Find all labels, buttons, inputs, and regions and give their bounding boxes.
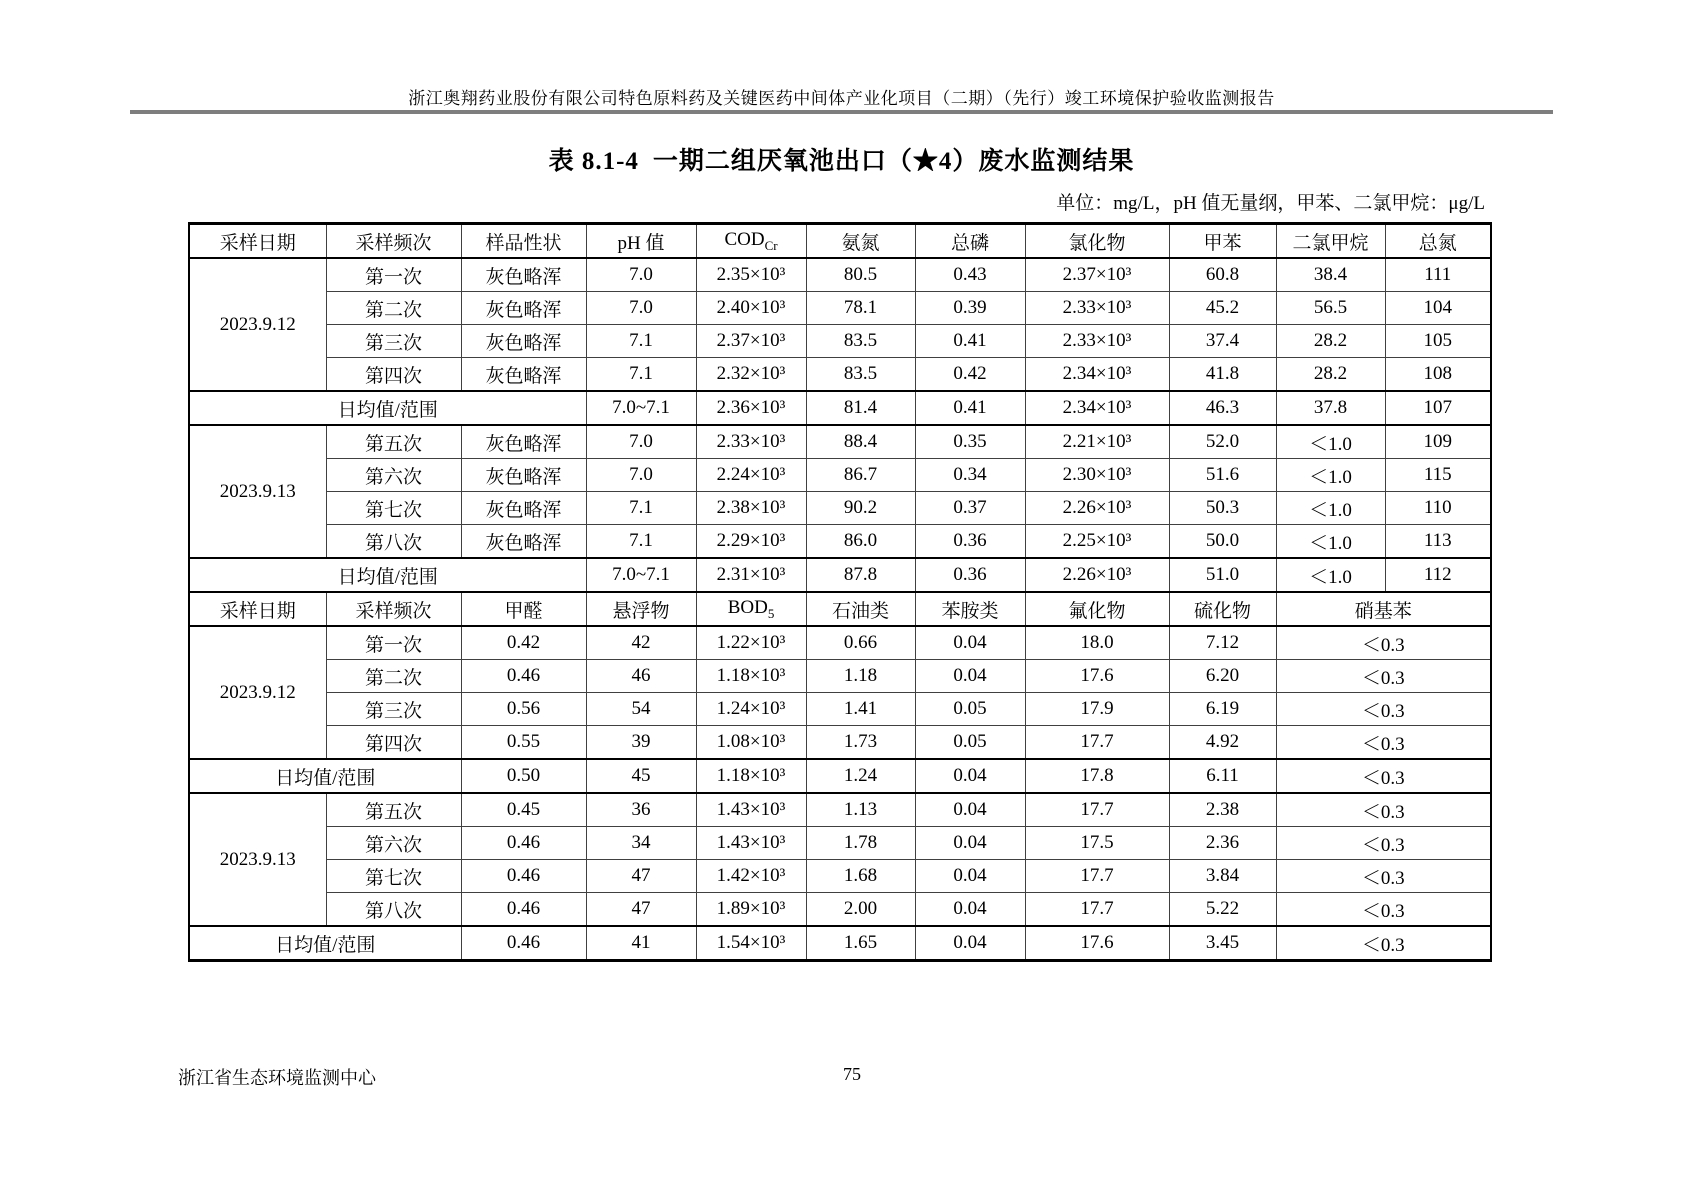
table-header-row bbox=[189, 592, 1491, 626]
table-cell: ＜1.0 bbox=[1276, 492, 1385, 525]
table-cell: 2.29×10³ bbox=[696, 525, 806, 559]
table-cell: 6.20 bbox=[1169, 660, 1276, 693]
table-cell: 46 bbox=[586, 660, 696, 693]
table-cell: 83.5 bbox=[806, 325, 915, 358]
table-cell: 第六次 bbox=[326, 459, 461, 492]
table-cell: 2.37×10³ bbox=[696, 325, 806, 358]
bod-subscript: 5 bbox=[767, 605, 775, 621]
table-cell: 50.3 bbox=[1169, 492, 1276, 525]
table-cell: 7.1 bbox=[586, 358, 696, 392]
table-cell: ＜1.0 bbox=[1276, 425, 1385, 459]
column-header-sample-frequency: 采样频次 bbox=[326, 224, 461, 259]
table-cell: 34 bbox=[586, 827, 696, 860]
table-cell: 2.25×10³ bbox=[1025, 525, 1169, 559]
table-cell: 17.7 bbox=[1025, 726, 1169, 760]
table-cell: 2.34×10³ bbox=[1025, 391, 1169, 425]
table-cell: 灰色略浑 bbox=[461, 425, 586, 459]
table-cell: 105 bbox=[1385, 325, 1491, 358]
table-cell: 2.26×10³ bbox=[1025, 492, 1169, 525]
table-cell: 47 bbox=[586, 893, 696, 927]
table-cell: 51.0 bbox=[1169, 558, 1276, 592]
table-cell: 第三次 bbox=[326, 693, 461, 726]
table-cell: 0.36 bbox=[915, 558, 1025, 592]
table-cell: 17.6 bbox=[1025, 660, 1169, 693]
table-cell: 2.36×10³ bbox=[696, 391, 806, 425]
table-cell: 47 bbox=[586, 860, 696, 893]
table-cell: 0.46 bbox=[461, 827, 586, 860]
table-cell: 7.0 bbox=[586, 292, 696, 325]
table-cell: ＜0.3 bbox=[1276, 759, 1491, 793]
table-cell: 1.68 bbox=[806, 860, 915, 893]
table-cell: 7.1 bbox=[586, 325, 696, 358]
table-cell: 7.0~7.1 bbox=[586, 558, 696, 592]
column-header-cod bbox=[696, 224, 806, 259]
table-cell: 1.54×10³ bbox=[696, 926, 806, 961]
table-cell: 1.78 bbox=[806, 827, 915, 860]
table-cell: ＜0.3 bbox=[1276, 793, 1491, 827]
table-cell: 0.04 bbox=[915, 893, 1025, 927]
table-cell: 1.24 bbox=[806, 759, 915, 793]
daily-average-row bbox=[189, 391, 1491, 425]
table-cell: 2.36 bbox=[1169, 827, 1276, 860]
table-cell: 第一次 bbox=[326, 258, 461, 292]
table-cell: 60.8 bbox=[1169, 258, 1276, 292]
column-header-sample-date: 采样日期 bbox=[189, 224, 326, 259]
table-cell: 3.84 bbox=[1169, 860, 1276, 893]
table-cell: 2.30×10³ bbox=[1025, 459, 1169, 492]
table-cell: 1.73 bbox=[806, 726, 915, 760]
table-cell: 115 bbox=[1385, 459, 1491, 492]
table-cell: 83.5 bbox=[806, 358, 915, 392]
table-cell: ＜1.0 bbox=[1276, 558, 1385, 592]
table-cell: 0.36 bbox=[915, 525, 1025, 559]
table-cell: 0.45 bbox=[461, 793, 586, 827]
table-cell: 1.24×10³ bbox=[696, 693, 806, 726]
table-row bbox=[189, 525, 1491, 559]
cod-label: COD bbox=[724, 228, 765, 250]
table-cell: 4.92 bbox=[1169, 726, 1276, 760]
table-row bbox=[189, 358, 1491, 392]
table-cell: 灰色略浑 bbox=[461, 525, 586, 559]
table-cell: ＜0.3 bbox=[1276, 827, 1491, 860]
table-cell: 灰色略浑 bbox=[461, 292, 586, 325]
table-cell: 7.1 bbox=[586, 525, 696, 559]
table-cell: 107 bbox=[1385, 391, 1491, 425]
table-cell: 0.04 bbox=[915, 860, 1025, 893]
table-row bbox=[189, 492, 1491, 525]
table-cell: 第六次 bbox=[326, 827, 461, 860]
table-cell: 1.08×10³ bbox=[696, 726, 806, 760]
table-cell: 46.3 bbox=[1169, 391, 1276, 425]
table-cell: 7.0 bbox=[586, 459, 696, 492]
table-cell: 第七次 bbox=[326, 492, 461, 525]
table-cell: 5.22 bbox=[1169, 893, 1276, 927]
table-cell: 41 bbox=[586, 926, 696, 961]
table-cell: 17.5 bbox=[1025, 827, 1169, 860]
table-title-text: 一期二组厌氧池出口（★4）废水监测结果 bbox=[652, 148, 1135, 175]
table-cell: 87.8 bbox=[806, 558, 915, 592]
table-row bbox=[189, 325, 1491, 358]
table-cell: 0.41 bbox=[915, 391, 1025, 425]
table-cell: 78.1 bbox=[806, 292, 915, 325]
column-header-petroleum: 石油类 bbox=[806, 592, 915, 626]
table-cell: 0.05 bbox=[915, 726, 1025, 760]
table-cell: 0.42 bbox=[461, 626, 586, 660]
table-cell: 第八次 bbox=[326, 893, 461, 927]
column-header-bod bbox=[696, 592, 806, 626]
table-cell: 37.4 bbox=[1169, 325, 1276, 358]
table-cell: 1.41 bbox=[806, 693, 915, 726]
table-cell: 2.38 bbox=[1169, 793, 1276, 827]
table-cell: 0.46 bbox=[461, 860, 586, 893]
table-cell: 17.6 bbox=[1025, 926, 1169, 961]
table-cell: 17.7 bbox=[1025, 893, 1169, 927]
table-cell: 灰色略浑 bbox=[461, 258, 586, 292]
table-cell: 1.89×10³ bbox=[696, 893, 806, 927]
table-cell: 第三次 bbox=[326, 325, 461, 358]
table-cell: 86.0 bbox=[806, 525, 915, 559]
table-cell: 2.33×10³ bbox=[696, 425, 806, 459]
table-cell: 1.18 bbox=[806, 660, 915, 693]
table-cell: 81.4 bbox=[806, 391, 915, 425]
table-cell: 28.2 bbox=[1276, 325, 1385, 358]
table-cell: 7.12 bbox=[1169, 626, 1276, 660]
table-number: 表 8.1-4 bbox=[548, 148, 639, 175]
table-cell: 6.11 bbox=[1169, 759, 1276, 793]
table-cell: 1.22×10³ bbox=[696, 626, 806, 660]
table-cell: 108 bbox=[1385, 358, 1491, 392]
page-number: 75 bbox=[843, 1064, 861, 1084]
column-header-appearance: 样品性状 bbox=[461, 224, 586, 259]
table-cell: ＜0.3 bbox=[1276, 726, 1491, 760]
column-header-nitrobenzene: 硝基苯 bbox=[1276, 592, 1491, 626]
column-header-sulfide: 硫化物 bbox=[1169, 592, 1276, 626]
table-cell: 0.66 bbox=[806, 626, 915, 660]
table-cell: 54 bbox=[586, 693, 696, 726]
table-cell: 37.8 bbox=[1276, 391, 1385, 425]
column-header-sample-date: 采样日期 bbox=[189, 592, 326, 626]
table-row bbox=[189, 626, 1491, 660]
table-cell: 灰色略浑 bbox=[461, 358, 586, 392]
table-cell: 50.0 bbox=[1169, 525, 1276, 559]
column-header-chloride: 氯化物 bbox=[1025, 224, 1169, 259]
table-cell: 0.39 bbox=[915, 292, 1025, 325]
footer-organization: 浙江省生态环境监测中心 bbox=[178, 1068, 376, 1088]
table-row bbox=[189, 258, 1491, 292]
table-cell: 38.4 bbox=[1276, 258, 1385, 292]
table-cell: 2.33×10³ bbox=[1025, 292, 1169, 325]
table-cell: 2.31×10³ bbox=[696, 558, 806, 592]
column-header-ammonia: 氨氮 bbox=[806, 224, 915, 259]
table-row bbox=[189, 693, 1491, 726]
table-cell: 灰色略浑 bbox=[461, 459, 586, 492]
table-cell: 0.56 bbox=[461, 693, 586, 726]
table-cell: ＜0.3 bbox=[1276, 660, 1491, 693]
table-cell: 7.1 bbox=[586, 492, 696, 525]
column-header-total-phosphorus: 总磷 bbox=[915, 224, 1025, 259]
table-cell: 0.35 bbox=[915, 425, 1025, 459]
table-row bbox=[189, 459, 1491, 492]
table-cell: 2.26×10³ bbox=[1025, 558, 1169, 592]
table-cell: 113 bbox=[1385, 525, 1491, 559]
cod-subscript: Cr bbox=[764, 237, 778, 253]
table-cell: 17.9 bbox=[1025, 693, 1169, 726]
sample-date-cell: 2023.9.12 bbox=[189, 258, 326, 391]
table-cell: ＜0.3 bbox=[1276, 860, 1491, 893]
table-cell: ＜0.3 bbox=[1276, 926, 1491, 961]
table-cell: 110 bbox=[1385, 492, 1491, 525]
table-cell: 0.04 bbox=[915, 926, 1025, 961]
table-cell: 2.35×10³ bbox=[696, 258, 806, 292]
table-cell: 86.7 bbox=[806, 459, 915, 492]
table-cell: 0.04 bbox=[915, 827, 1025, 860]
table-cell: 第五次 bbox=[326, 425, 461, 459]
table-cell: 2.32×10³ bbox=[696, 358, 806, 392]
column-header-fluoride: 氟化物 bbox=[1025, 592, 1169, 626]
table-cell: 0.41 bbox=[915, 325, 1025, 358]
table-cell: 80.5 bbox=[806, 258, 915, 292]
table-cell: 17.7 bbox=[1025, 860, 1169, 893]
bod-label: BOD bbox=[727, 596, 768, 618]
table-row bbox=[189, 726, 1491, 760]
table-cell: 17.8 bbox=[1025, 759, 1169, 793]
daily-average-row bbox=[189, 558, 1491, 592]
table-cell: 灰色略浑 bbox=[461, 325, 586, 358]
column-header-dichloromethane: 二氯甲烷 bbox=[1276, 224, 1385, 259]
table-cell: 51.6 bbox=[1169, 459, 1276, 492]
table-cell: 45 bbox=[586, 759, 696, 793]
daily-average-row bbox=[189, 926, 1491, 961]
table-cell: 第二次 bbox=[326, 660, 461, 693]
table-cell: 1.43×10³ bbox=[696, 827, 806, 860]
table-cell: 6.19 bbox=[1169, 693, 1276, 726]
table-cell: 104 bbox=[1385, 292, 1491, 325]
table-cell: 41.8 bbox=[1169, 358, 1276, 392]
table-cell: ＜0.3 bbox=[1276, 893, 1491, 927]
table-cell: 39 bbox=[586, 726, 696, 760]
table-cell: ＜0.3 bbox=[1276, 693, 1491, 726]
table-cell: 28.2 bbox=[1276, 358, 1385, 392]
table-cell: 2.34×10³ bbox=[1025, 358, 1169, 392]
daily-average-row bbox=[189, 759, 1491, 793]
table-cell: 0.42 bbox=[915, 358, 1025, 392]
table-cell: 0.04 bbox=[915, 660, 1025, 693]
daily-average-label: 日均值/范围 bbox=[189, 391, 586, 425]
table-cell: 第二次 bbox=[326, 292, 461, 325]
table-cell: 1.18×10³ bbox=[696, 660, 806, 693]
table-row bbox=[189, 827, 1491, 860]
sample-date-cell: 2023.9.13 bbox=[189, 425, 326, 558]
table-cell: 0.46 bbox=[461, 660, 586, 693]
table-cell: 0.43 bbox=[915, 258, 1025, 292]
table-cell: 7.0 bbox=[586, 258, 696, 292]
table-row bbox=[189, 860, 1491, 893]
table-cell: 56.5 bbox=[1276, 292, 1385, 325]
table-row bbox=[189, 660, 1491, 693]
table-cell: 第七次 bbox=[326, 860, 461, 893]
table-cell: 2.00 bbox=[806, 893, 915, 927]
table-cell: 90.2 bbox=[806, 492, 915, 525]
table-cell: 1.65 bbox=[806, 926, 915, 961]
table-cell: 第一次 bbox=[326, 626, 461, 660]
table-cell: 111 bbox=[1385, 258, 1491, 292]
table-cell: 0.55 bbox=[461, 726, 586, 760]
daily-average-label: 日均值/范围 bbox=[189, 759, 461, 793]
table-row bbox=[189, 425, 1491, 459]
table-cell: 2.33×10³ bbox=[1025, 325, 1169, 358]
table-row bbox=[189, 292, 1491, 325]
table-cell: 7.0 bbox=[586, 425, 696, 459]
table-cell: 3.45 bbox=[1169, 926, 1276, 961]
table-cell: 0.46 bbox=[461, 926, 586, 961]
sample-date-cell: 2023.9.12 bbox=[189, 626, 326, 759]
table-cell: 17.7 bbox=[1025, 793, 1169, 827]
table-cell: 第五次 bbox=[326, 793, 461, 827]
sample-date-cell: 2023.9.13 bbox=[189, 793, 326, 926]
table-cell: 52.0 bbox=[1169, 425, 1276, 459]
table-cell: 2.40×10³ bbox=[696, 292, 806, 325]
table-cell: 1.18×10³ bbox=[696, 759, 806, 793]
table-cell: 0.05 bbox=[915, 693, 1025, 726]
monitoring-results-table bbox=[188, 222, 1492, 962]
table-cell: 2.38×10³ bbox=[696, 492, 806, 525]
page-title bbox=[0, 141, 1683, 177]
table-cell: 1.13 bbox=[806, 793, 915, 827]
table-cell: 1.42×10³ bbox=[696, 860, 806, 893]
table-cell: 灰色略浑 bbox=[461, 492, 586, 525]
unit-note: 单位：mg/L，pH 值无量纲，甲苯、二氯甲烷：μg/L bbox=[1056, 193, 1485, 214]
table-cell: 0.04 bbox=[915, 793, 1025, 827]
column-header-total-nitrogen: 总氮 bbox=[1385, 224, 1491, 259]
table-cell: 1.43×10³ bbox=[696, 793, 806, 827]
table-cell: 18.0 bbox=[1025, 626, 1169, 660]
document-header-line: 浙江奥翔药业股份有限公司特色原料药及关键医药中间体产业化项目（二期）（先行）竣工环境保护验收监测报告 bbox=[408, 89, 1275, 108]
table-cell: 0.04 bbox=[915, 626, 1025, 660]
table-header-row bbox=[189, 224, 1491, 259]
column-header-formaldehyde: 甲醛 bbox=[461, 592, 586, 626]
column-header-suspended-solids: 悬浮物 bbox=[586, 592, 696, 626]
table-cell: 0.34 bbox=[915, 459, 1025, 492]
table-cell: 0.04 bbox=[915, 759, 1025, 793]
column-header-ph: pH 值 bbox=[586, 224, 696, 259]
table-cell: 第八次 bbox=[326, 525, 461, 559]
table-cell: 36 bbox=[586, 793, 696, 827]
table-row bbox=[189, 793, 1491, 827]
table-row bbox=[189, 893, 1491, 927]
table-cell: ＜0.3 bbox=[1276, 626, 1491, 660]
table-cell: 0.50 bbox=[461, 759, 586, 793]
table-cell: 45.2 bbox=[1169, 292, 1276, 325]
table-cell: 112 bbox=[1385, 558, 1491, 592]
table-cell: 7.0~7.1 bbox=[586, 391, 696, 425]
column-header-sample-frequency: 采样频次 bbox=[326, 592, 461, 626]
table-cell: 2.21×10³ bbox=[1025, 425, 1169, 459]
table-cell: 0.37 bbox=[915, 492, 1025, 525]
table-cell: 42 bbox=[586, 626, 696, 660]
table-cell: ＜1.0 bbox=[1276, 459, 1385, 492]
table-cell: 109 bbox=[1385, 425, 1491, 459]
table-cell: 第四次 bbox=[326, 358, 461, 392]
table-cell: 第四次 bbox=[326, 726, 461, 760]
table-cell: ＜1.0 bbox=[1276, 525, 1385, 559]
column-header-toluene: 甲苯 bbox=[1169, 224, 1276, 259]
table-cell: 2.37×10³ bbox=[1025, 258, 1169, 292]
table-cell: 2.24×10³ bbox=[696, 459, 806, 492]
daily-average-label: 日均值/范围 bbox=[189, 558, 586, 592]
header-divider bbox=[130, 110, 1553, 114]
table-cell: 88.4 bbox=[806, 425, 915, 459]
table-cell: 0.46 bbox=[461, 893, 586, 927]
daily-average-label: 日均值/范围 bbox=[189, 926, 461, 961]
column-header-aniline: 苯胺类 bbox=[915, 592, 1025, 626]
